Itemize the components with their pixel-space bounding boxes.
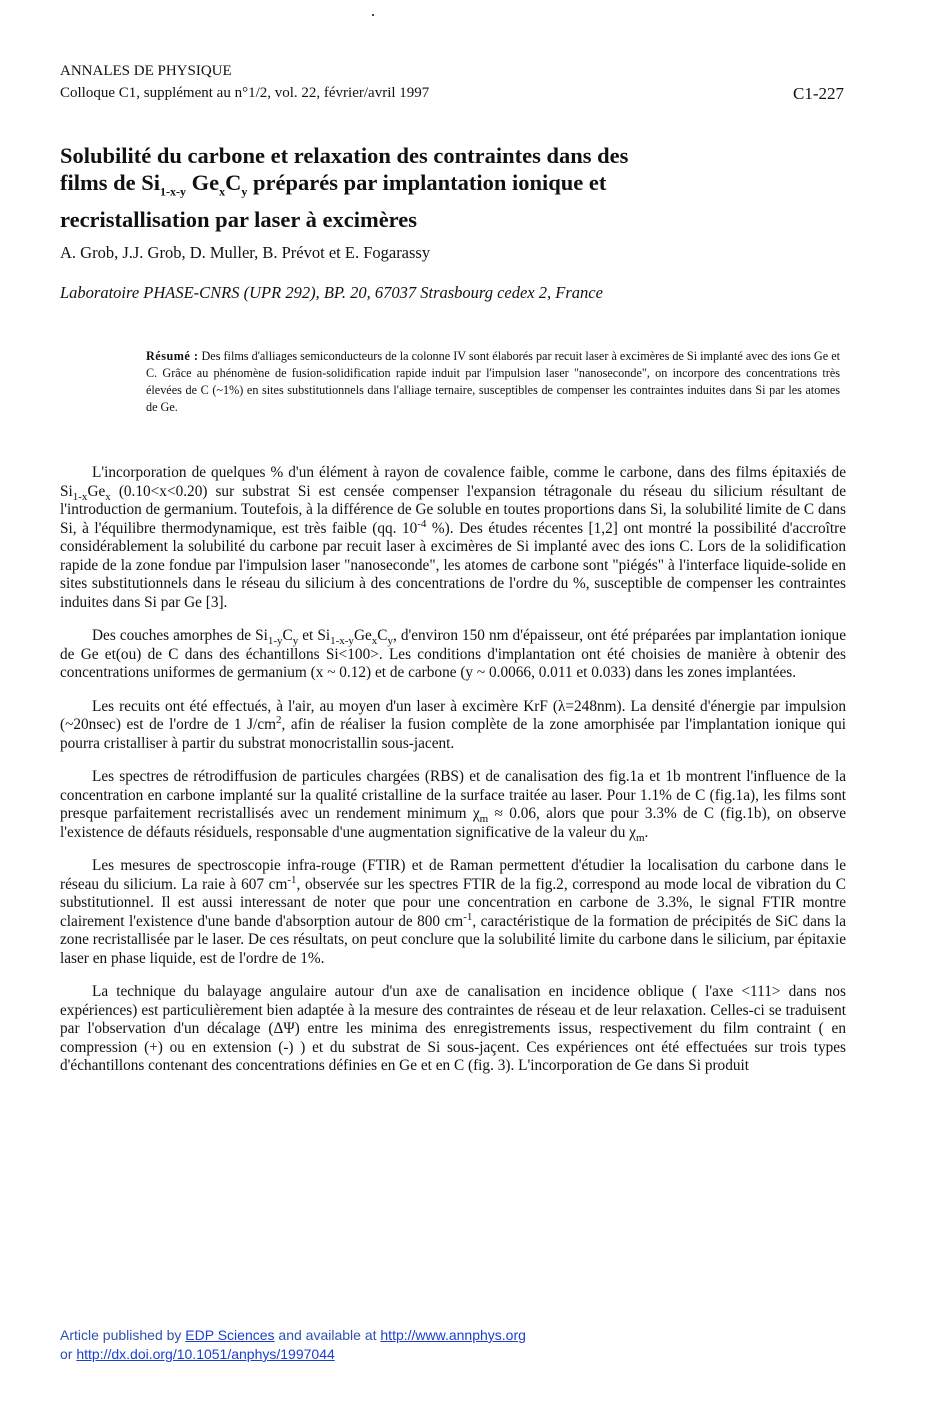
p5-text-c: , caractéristique de la formation de précipités de SiC dans la zone recristallisée par le laser. De ces résultats, on peut conclure que la solubilité limite du carbone dans le silicium, par épitaxie laser en phase liquide, est de l'ordre de 1%. [60,912,846,967]
footer-text-1: Article published by [60,1327,186,1343]
p2-sub-3: 1-x-y [330,635,354,648]
title-line-2 [60,170,607,199]
abstract-text: Des films d'alliages semiconducteurs de la colonne IV sont élaborés par recuit laser à excimères de Si implanté avec des ions Ge et C. Grâce au phénomène de fusion-solidification rapide induit par l'impulsion laser "nanoseconde", on incorpore des concentrations très élevées de C (~1%) en sites substitutionnels dans l'alliage ternaire, susceptibles de compenser les contraintes induites dans Si par les atomes de Ge. [146,349,840,414]
p5-sup-1: -1 [287,873,297,886]
title-sub-1: 1-x-y [160,184,187,199]
footer-text-2: and available at [274,1327,381,1343]
p3-sup: 2 [276,713,282,726]
journal-header [60,60,429,104]
p5-text-a: Les mesures de spectroscopie infra-rouge (FTIR) et de Raman permettent d'étudier la localisation du carbone dans le réseau du silicium. La raie à 607 cm [60,857,846,893]
p1-text-b: Ge [87,482,106,500]
p1-text-d: %). Des études récentes [1,2] ont montré la possibilité d'accroître considérablement la solubilité du carbone par recuit laser à excimères de Si implanté avec des ions C. Lors de la solidification rapide de la zone fondue par l'impulsion laser "nanoseconde", les atomes de carbone sont "piégés" à l'interface liquide-solide en sites substitutionnels dans le réseau du silicium à des concentrations de l'ordre du %, susceptible de compenser les contraintes induites dans Si par Ge [3]. [60,519,847,611]
p2-text-b: C [282,627,293,644]
paper-title [60,142,820,233]
p2-text-f: , d'environ 150 nm d'épaisseur, ont été préparées par implantation ionique de Ge et(ou) de C dans des échantillons Si<100>. Les conditions d'implantation ont été choisies de manière à obtenir des concentrations uniformes de germanium (x ~ 0.12) et de carbone (y ~ 0.0066, 0.011 et 0.033) dans les zones implantées. [60,627,846,681]
affiliation: Laboratoire PHASE-CNRS (UPR 292), BP. 20, 67037 Strasbourg cedex 2, France [60,283,603,302]
authors: A. Grob, J.J. Grob, D. Muller, B. Prévot et E. Fogarassy [60,243,431,262]
p2-sub-1: 1-y [267,635,283,648]
doi-link[interactable]: http://dx.doi.org/10.1051/anphys/1997044 [76,1346,335,1362]
p4-sub-1: m [479,813,489,826]
p2-sub-5: y [387,635,393,648]
p5-text-b: , observée sur les spectres FTIR de la fig.2, correspond au mode local de vibration du C substitutionnel. Il est aussi interessant de noter que pour une concentration en carbone de 3.3%, le signal FTIR montre clairement l'existence d'une bande d'absorption autour de 800 cm [60,875,846,930]
title-line-2-rest: préparés par implantation ionique et [253,170,607,195]
p1-text-a: L'incorporation de quelques % d'un élément à rayon de covalence faible, comme le carbone, dans des films épitaxiés de Si [60,464,846,500]
p2-text-d: Ge [353,627,372,644]
p4-text-a: Les spectres de rétrodiffusion de particules chargées (RBS) et de canalisation des fig.1a et 1b montrent l'influence de la concentration en carbone implanté sur la qualité cristalline de la surface traitée au laser. Pour 1.1% de C (fig.1a), les films sont presque parfaitement recristallisés avec un rendement minimum χ [60,768,846,822]
p3-text-a: Les recuits ont été effectués, à l'air, au moyen d'un laser à excimère KrF (λ=248nm). La densité d'énergie par impulsion (~20nsec) est de l'ordre de 1 J/cm [60,697,846,733]
p1-sup: -4 [417,517,427,530]
p2-text-e: C [377,627,388,644]
p1-sub-1: 1-x [72,490,88,503]
colloque-info: Colloque C1, supplément au n°1/2, vol. 22, février/avril 1997 [60,85,430,101]
p4-text-c: . [644,823,649,841]
paragraph-2 [60,627,846,683]
abstract-label: Résumé : [146,349,199,363]
paragraph-4 [60,768,846,842]
footer-line-2 [60,1345,526,1364]
title-c: C [225,170,242,195]
title-line-3: recristallisation par laser à excimères [60,206,418,232]
body-text [60,464,846,1091]
title-sub-3: y [241,184,248,199]
page-number: C1-227 [793,84,844,103]
journal-name: ANNALES DE PHYSIQUE [60,63,232,79]
title-line-1: Solubilité du carbone et relaxation des contraintes dans des [60,143,629,168]
paragraph-5 [60,857,846,968]
footer-text-3: or [60,1346,77,1362]
scan-speck [372,14,374,16]
title-si: films de Si [60,170,161,195]
p2-sub-2: y [292,635,299,648]
paragraph-6: La technique du balayage angulaire autour d'un axe de canalisation en incidence oblique ( l'axe <111> dans nos expériences) est particulièrement bien adaptée à la mesure des contraintes de réseau et de leur relaxation. Celles-ci se traduisent par l'observation d'un décalage (ΔΨ) entre les minima des enregistrements issus, respectivement du film contraint ( en compression (+) ou en extension (-) ) et du substrat de Si sous-jaçent. Ces expériences ont été effectuées sur trois types d'échantillons contenant des concentrations définies en Ge et en C (fig. 3). L'incorporation de Ge dans Si produit [60,983,846,1074]
p5-sup-2: -1 [463,910,473,923]
title-sub-2: x [219,184,226,199]
annphys-link[interactable]: http://www.annphys.org [380,1327,526,1343]
paragraph-1 [60,464,846,612]
abstract [146,348,840,416]
p1-text-c: (0.10<x<0.20) sur substrat Si est censée compenser l'expansion tétragonale du réseau du silicium résultant de l'introduction de germanium. Toutefois, à la différence de Ge soluble en toutes proportions dans Si, la solubilité limite de C dans Si, à l'équilibre thermodynamique, est très faible (qq. 10 [60,482,846,537]
p2-text-c: et Si [298,627,331,644]
p3-text-b: , afin de réaliser la fusion complète de la zone amorphisée par l'implantation ionique qui pourra cristalliser à partir du substrat monocristallin sous-jacent. [60,716,847,752]
p2-sub-4: x [371,635,378,648]
p4-sub-2: m [635,831,645,844]
footer-line-1 [60,1326,526,1345]
p1-sub-2: x [105,490,111,503]
p4-text-b: ≈ 0.06, alors que pour 3.3% de C (fig.1b), on observe l'existence de défauts résiduels, responsable d'une augmentation significative de la valeur du χ [60,805,846,841]
edp-sciences-link[interactable]: EDP Sciences [185,1327,275,1343]
paragraph-3 [60,698,846,754]
title-ge: Ge [191,170,220,195]
publisher-footer [60,1326,526,1364]
p2-text-a: Des couches amorphes de Si [92,627,268,644]
